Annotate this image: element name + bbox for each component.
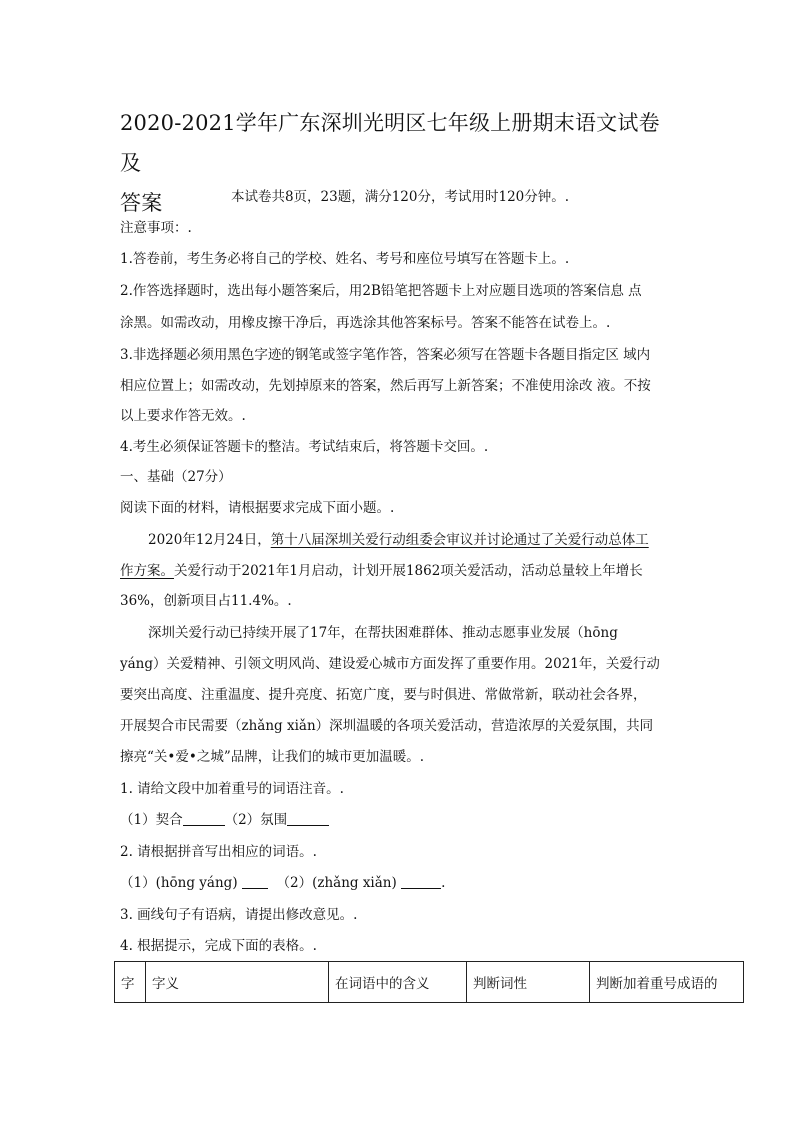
- notice-item-3b: 相应位置上；如需改动，先划掉原来的答案，然后再写上新答案；不准使用涂改 液。不按: [120, 378, 651, 394]
- q2-line-end: .: [441, 875, 446, 891]
- answer-table: [114, 961, 744, 1003]
- question-1-answers: [120, 810, 680, 830]
- underlined-sentence-a: 第十八届深圳关爱行动组委会审议并讨论通过了关爱行动总体工: [270, 532, 649, 548]
- notice-item-1: 1.答卷前，考生务必将自己的学校、姓名、考号和座位号填写在答题卡上。.: [120, 251, 570, 267]
- notice-item-3a: 3.非选择题必须用黑色字迹的钢笔或签字笔作答，答案必须写在答题卡各题目指定区 域内: [120, 347, 651, 363]
- passage-1-lead: 2020年12月24日，: [148, 532, 271, 548]
- table-header-cell: 字义: [146, 962, 329, 1003]
- q2-part-2-blank[interactable]: [401, 874, 441, 889]
- passage-1-line-a: [148, 530, 680, 550]
- notice-item-4: 4.考生必须保证答题卡的整洁。考试结束后，将答题卡交回。.: [120, 439, 489, 455]
- question-3: 3. 画线句子有语病，请提出修改意见。.: [120, 907, 358, 923]
- table-header-cell: 在词语中的含义: [329, 962, 467, 1003]
- table-header-cell: 判断词性: [467, 962, 590, 1003]
- passage-1-line-b: [120, 561, 680, 581]
- passage-2-line-e: 擦亮“关•爱•之城”品牌，让我们的城市更加温暖。.: [120, 749, 425, 765]
- q2-part-1-label: （1）(hōng yáng): [120, 875, 238, 891]
- q2-part-1-blank[interactable]: [242, 874, 268, 889]
- underlined-sentence-b: 作方案。: [120, 563, 174, 579]
- q1-part-2-blank[interactable]: [287, 811, 329, 826]
- exam-summary: 本试卷共8页，23题，满分120分，考试用时120分钟。.: [230, 189, 570, 205]
- passage-1-rest: 关爱行动于2021年1月启动，计划开展1862项关爱活动，活动总量较上年增长: [174, 563, 643, 579]
- notice-heading: 注意事项：.: [120, 220, 192, 236]
- question-2-answers: [120, 873, 680, 893]
- q1-part-2-label: （2）氛围: [224, 812, 288, 828]
- notice-item-2a: 2.作答选择题时，选出每小题答案后，用2B铅笔把答题卡上对应题目选项的答案信息 点: [120, 283, 642, 299]
- passage-2-line-a: 深圳关爱行动已持续开展了17年，在帮扶困难群体、推动志愿事业发展（hōng: [148, 625, 618, 641]
- passage-2-line-d: 开展契合市民需要（zhǎng xiǎn）深圳温暖的各项关爱活动，营造浓厚的关爱氛围，共同: [120, 718, 654, 734]
- question-4: 4. 根据提示，完成下面的表格。.: [120, 938, 317, 954]
- title-line-2: 答案: [120, 191, 163, 215]
- section-heading: 一、基础（27分）: [120, 469, 232, 485]
- passage-2-line-b: yáng）关爱精神、引领文明风尚、建设爱心城市方面发挥了重要作用。2021年，关爱行动: [120, 656, 660, 672]
- title-line-1: 2020-2021学年广东深圳光明区七年级上册期末语文试卷及: [120, 111, 660, 175]
- passage-1-line-c: 36%，创新项目占11.4%。.: [120, 593, 292, 609]
- question-1: 1. 请给文段中加着重号的词语注音。.: [120, 781, 344, 797]
- q1-part-1-blank[interactable]: [183, 811, 225, 826]
- passage-2-line-c: 要突出高度、注重温度、提升亮度、拓宽广度，要与时俱进、常做常新，联动社会各界，: [120, 687, 647, 703]
- table-header-cell: 判断加着重号成语的: [590, 962, 744, 1003]
- reading-instruction: 阅读下面的材料，请根据要求完成下面小题。.: [120, 500, 395, 516]
- q2-part-2-label: （2）(zhǎng xiǎn): [276, 875, 397, 891]
- notice-item-3c: 以上要求作答无效。.: [120, 408, 246, 424]
- question-2: 2. 请根据拼音写出相应的词语。.: [120, 844, 317, 860]
- notice-item-2b: 涂黑。如需改动，用橡皮擦干净后，再选涂其他答案标号。答案不能答在试卷上。.: [120, 315, 611, 331]
- q1-part-1-label: （1）契合: [120, 812, 183, 828]
- table-header-cell: 字: [115, 962, 146, 1003]
- table-header-row: [115, 962, 744, 1003]
